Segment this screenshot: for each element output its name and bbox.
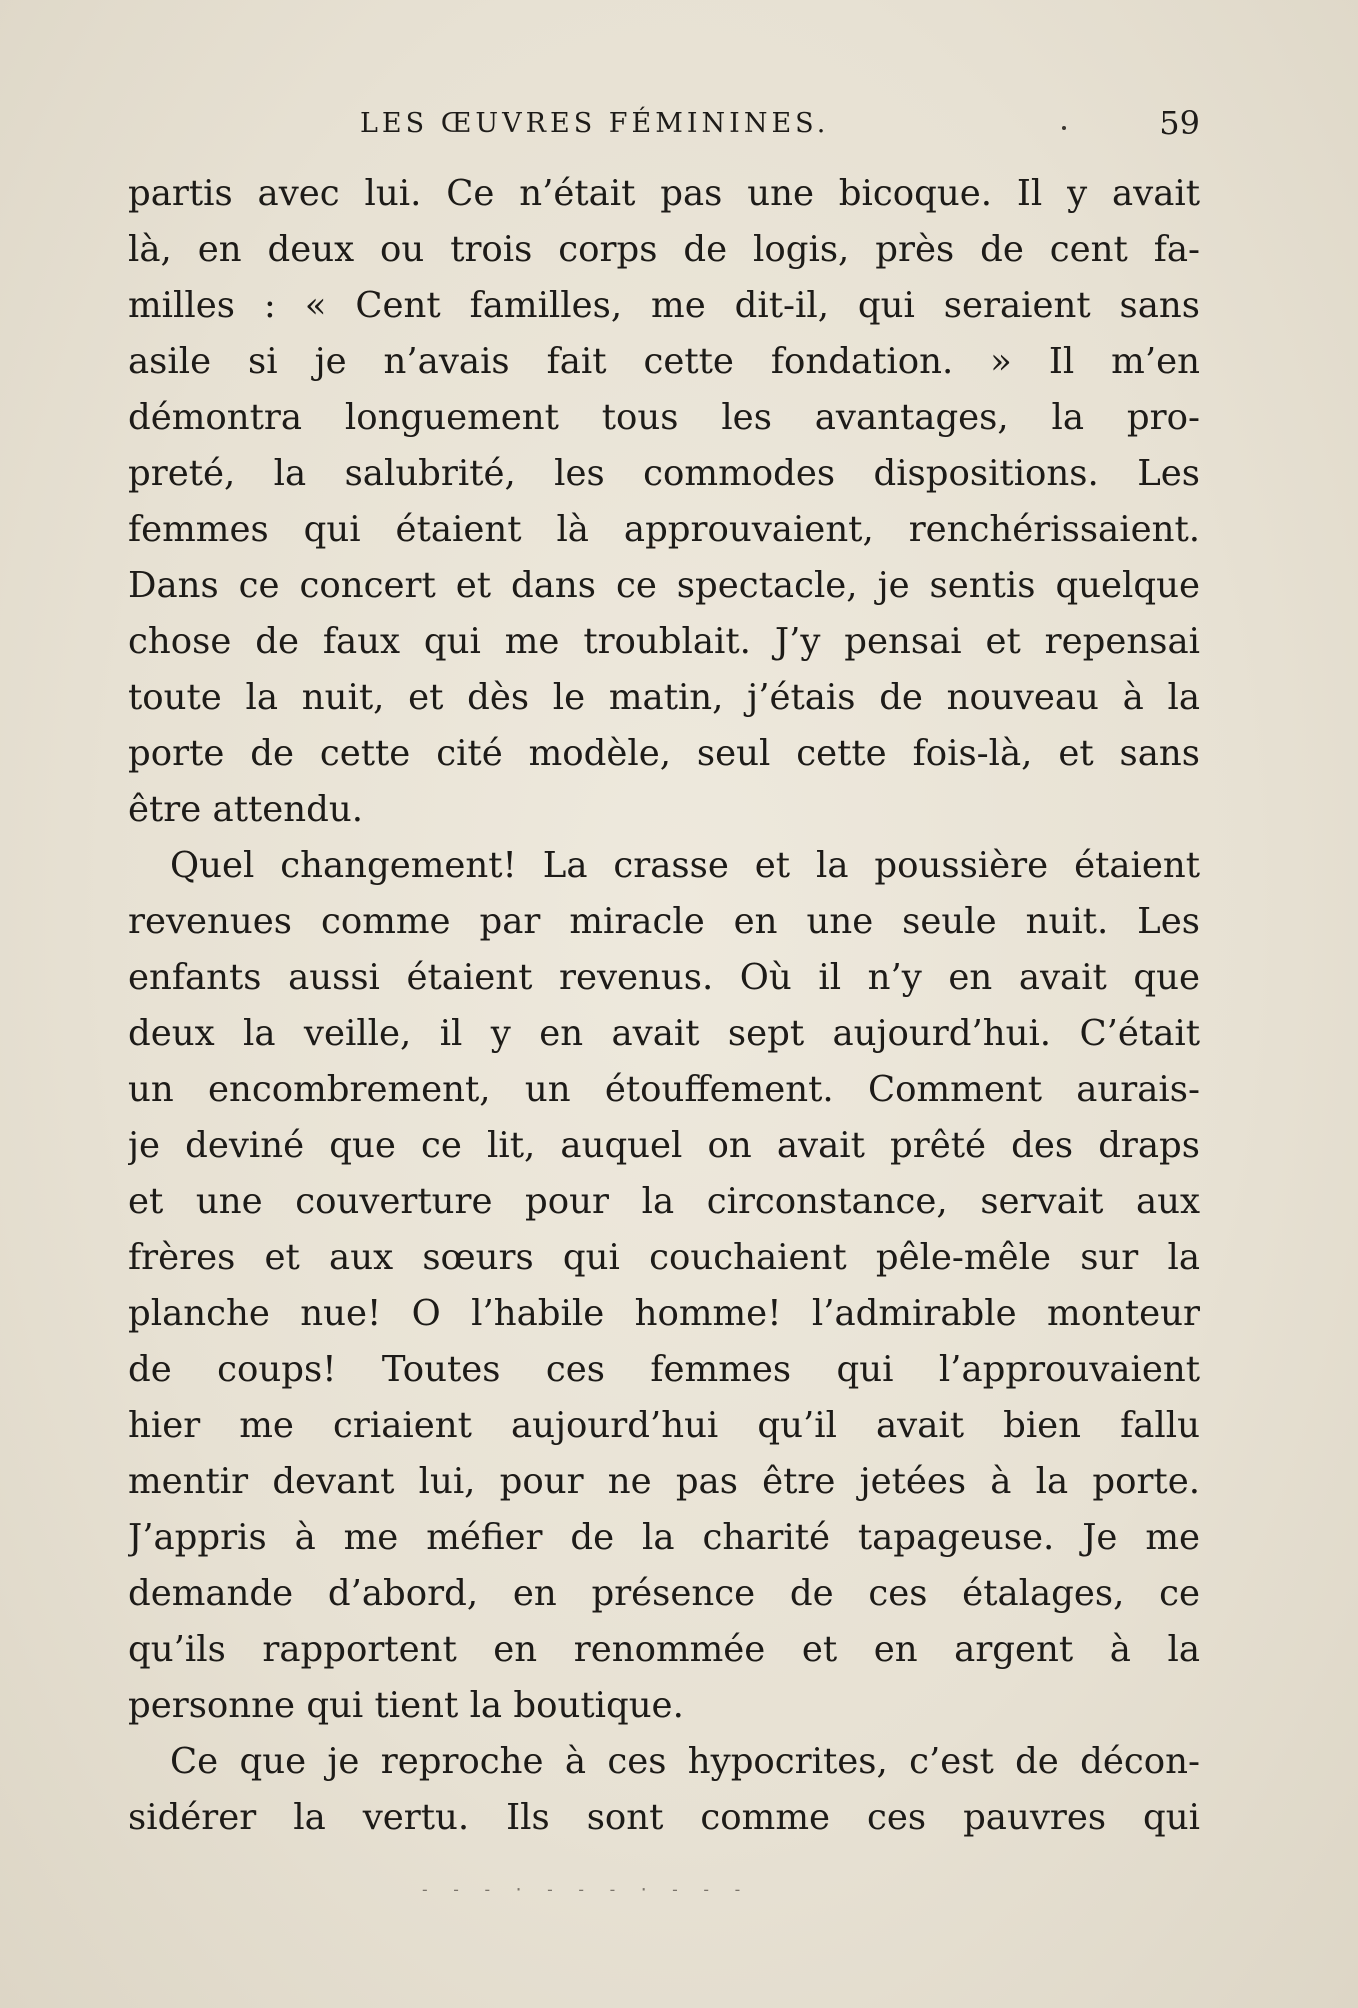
text-line: être attendu. (128, 789, 363, 830)
text-line: hier me criaient aujourd’hui qu’il avait bien fallu (128, 1405, 1200, 1446)
header-dot (1062, 126, 1066, 130)
text-line: personne qui tient la boutique. (128, 1685, 684, 1726)
text-line: chose de faux qui me troublait. J’y pensai et repensai (128, 621, 1200, 662)
text-line: Ce que je reproche à ces hypocrites, c’est de décon- (170, 1741, 1200, 1782)
text-line: là, en deux ou trois corps de logis, près de cent fa- (128, 229, 1200, 270)
text-line: preté, la salubrité, les commodes dispositions. Les (128, 453, 1200, 494)
text-line: milles : « Cent familles, me dit-il, qui seraient sans (128, 285, 1200, 326)
text-line: un encombrement, un étouffement. Comment aurais- (128, 1069, 1200, 1110)
text-line: demande d’abord, en présence de ces étalages, ce (128, 1573, 1200, 1614)
text-line: J’appris à me méfier de la charité tapageuse. Je me (128, 1517, 1200, 1558)
text-line: de coups! Toutes ces femmes qui l’approuvaient (128, 1349, 1200, 1390)
text-line: qu’ils rapportent en renommée et en argent à la (128, 1629, 1200, 1670)
text-line: asile si je n’avais fait cette fondation. » Il m’en (128, 341, 1200, 382)
text-line: femmes qui étaient là approuvaient, renchérissaient. (128, 509, 1200, 550)
text-line: Quel changement! La crasse et la poussière étaient (170, 845, 1200, 886)
page-number: 59 (1159, 104, 1200, 142)
text-line: démontra longuement tous les avantages, la pro- (128, 397, 1200, 438)
text-line: enfants aussi étaient revenus. Où il n’y en avait que (128, 957, 1200, 998)
bottom-print-marks: - - - · - - - · - - - (420, 1880, 749, 1899)
text-line: je deviné que ce lit, auquel on avait prêté des draps (128, 1125, 1200, 1166)
text-line: Dans ce concert et dans ce spectacle, je sentis quelque (128, 565, 1200, 606)
running-title: LES ŒUVRES FÉMININES. (360, 108, 830, 139)
text-line: frères et aux sœurs qui couchaient pêle-mêle sur la (128, 1237, 1200, 1278)
text-line: deux la veille, il y en avait sept aujourd’hui. C’était (128, 1013, 1200, 1054)
text-line: planche nue! O l’habile homme! l’admirable monteur (128, 1293, 1200, 1334)
text-line: et une couverture pour la circonstance, servait aux (128, 1181, 1200, 1222)
text-line: revenues comme par miracle en une seule nuit. Les (128, 901, 1200, 942)
running-head (128, 104, 1200, 152)
text-line: sidérer la vertu. Ils sont comme ces pauvres qui (128, 1797, 1200, 1838)
text-line: partis avec lui. Ce n’était pas une bicoque. Il y avait (128, 173, 1200, 214)
text-line: mentir devant lui, pour ne pas être jetées à la porte. (128, 1461, 1200, 1502)
body-text (128, 166, 1200, 1846)
text-line: toute la nuit, et dès le matin, j’étais de nouveau à la (128, 677, 1200, 718)
text-line: porte de cette cité modèle, seul cette fois-là, et sans (128, 733, 1200, 774)
